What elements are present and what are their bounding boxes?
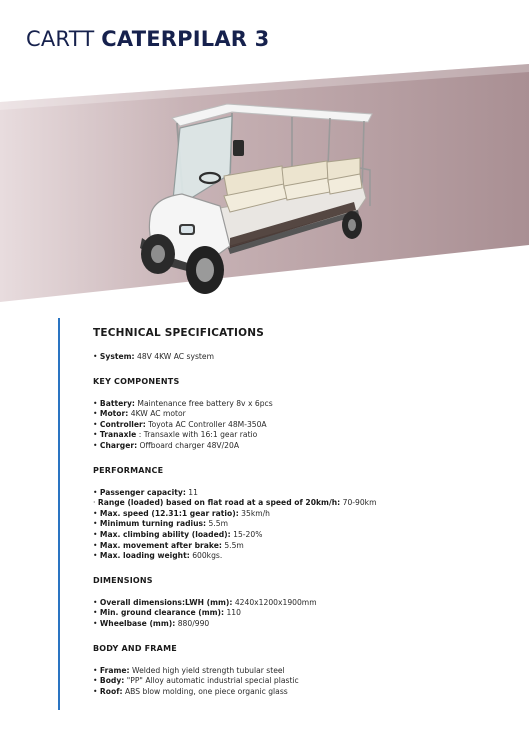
spec-value: 5.5m	[224, 540, 244, 550]
spec-value: 880/990	[177, 618, 210, 628]
spec-label: Frame:	[99, 665, 130, 675]
bullet: •	[93, 398, 98, 408]
bullet: •	[93, 540, 98, 550]
spec-label: Min. ground clearance (mm):	[99, 608, 225, 618]
bullet: •	[93, 597, 98, 607]
spec-value: 48V 4KW AC system	[137, 352, 214, 361]
bullet: •	[93, 618, 98, 628]
spec-value: 70-90km	[342, 498, 377, 508]
bullet: •	[93, 519, 98, 529]
bullet: •	[93, 352, 100, 361]
spec-row	[93, 441, 513, 452]
spec-row-system	[93, 352, 513, 363]
spec-label: Tranaxle	[99, 430, 137, 440]
section-heading: DIMENSIONS	[93, 575, 153, 585]
page-title	[26, 27, 270, 51]
spec-label: Range (loaded) based on flat road at a speed of 20km/h:	[97, 498, 341, 508]
spec-value: 4240x1200x1900mm	[234, 597, 317, 607]
spec-label: Charger:	[99, 440, 138, 450]
spec-row	[93, 530, 513, 541]
spec-value: ABS blow molding, one piece organic glass	[124, 686, 288, 696]
spec-value: Welded high yield strength tubular steel	[132, 665, 285, 675]
spec-content	[93, 327, 513, 697]
brand-name: CARTT	[26, 27, 95, 51]
section-heading: PERFORMANCE	[93, 465, 164, 475]
bullet: •	[93, 686, 98, 696]
section-heading: BODY AND FRAME	[93, 643, 177, 653]
spec-value: Maintenance free battery 8v x 6pcs	[137, 398, 273, 408]
spec-label: Body:	[99, 676, 125, 686]
bullet: •	[93, 551, 98, 561]
section-heading: KEY COMPONENTS	[93, 376, 180, 386]
bullet: •	[93, 409, 98, 419]
bullet: •	[93, 665, 98, 675]
spec-value: 600kgs.	[192, 551, 223, 561]
spec-value: 110	[226, 608, 241, 618]
bullet: •	[93, 487, 98, 497]
spec-value: 5.5m	[208, 519, 229, 529]
spec-row	[93, 666, 513, 677]
spec-label: System:	[99, 352, 135, 361]
spec-label: Max. movement after brake:	[99, 540, 222, 550]
spec-row	[93, 519, 513, 530]
spec-value: "PP" Alloy automatic industrial special plastic	[126, 676, 299, 686]
spec-label: Battery:	[99, 398, 135, 408]
spec-row	[93, 430, 513, 441]
spec-label: Motor:	[99, 409, 129, 419]
bullet: ·	[93, 498, 96, 508]
spec-value: 35km/h	[241, 508, 270, 518]
bullet: •	[93, 440, 98, 450]
spec-value: Toyota AC Controller 48M-350A	[148, 419, 267, 429]
bullet: •	[93, 529, 98, 539]
spec-label: Max. speed (12.31:1 gear ratio):	[99, 508, 239, 518]
spec-row	[93, 498, 513, 509]
spec-value: : Transaxle with 16:1 gear ratio	[138, 430, 258, 440]
spec-value: 4KW AC motor	[130, 409, 186, 419]
spec-title: TECHNICAL SPECIFICATIONS	[93, 327, 264, 339]
model-name: CATERPILAR 3	[101, 27, 270, 51]
spec-label: Wheelbase (mm):	[99, 618, 176, 628]
bullet: •	[93, 430, 98, 440]
spec-value: 11	[188, 487, 198, 497]
spec-row	[93, 409, 513, 420]
spec-value: Offboard charger 48V/20A	[139, 440, 240, 450]
spec-value: 15-20%	[233, 529, 263, 539]
bullet: •	[93, 676, 98, 686]
spec-row	[93, 551, 513, 562]
spec-row	[93, 541, 513, 552]
spec-label: Roof:	[99, 686, 123, 696]
spec-label: Max. loading weight:	[99, 551, 190, 561]
accent-divider	[58, 318, 60, 710]
bullet: •	[93, 608, 98, 618]
spec-label: Passenger capacity:	[99, 487, 186, 497]
spec-row	[93, 619, 513, 630]
spec-row	[93, 420, 513, 431]
spec-row	[93, 608, 513, 619]
spec-label: Controller:	[99, 419, 146, 429]
spec-row	[93, 509, 513, 520]
spec-label: Max. climbing ability (loaded):	[99, 529, 231, 539]
bullet: •	[93, 419, 98, 429]
spec-row	[93, 598, 513, 609]
golf-cart-photo	[132, 98, 377, 303]
spec-row	[93, 399, 513, 410]
spec-label: Overall dimensions:LWH (mm):	[99, 597, 233, 607]
spec-row	[93, 687, 513, 698]
spec-row	[93, 676, 513, 687]
spec-row	[93, 488, 513, 499]
spec-sections	[93, 377, 513, 698]
spec-label: Minimum turning radius:	[99, 519, 207, 529]
bullet: •	[93, 508, 98, 518]
